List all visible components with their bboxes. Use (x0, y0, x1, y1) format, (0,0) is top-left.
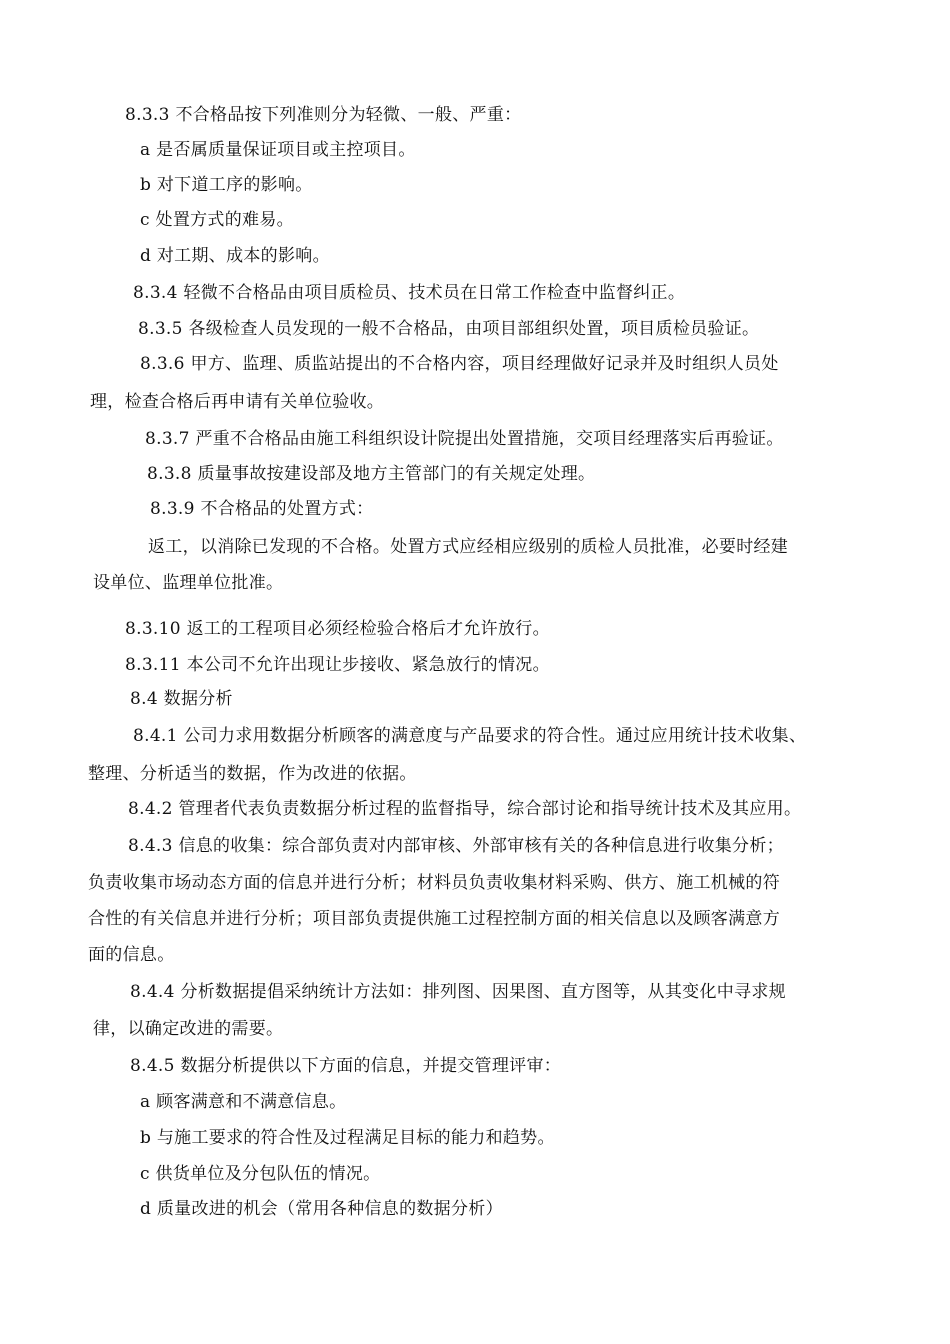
section-heading-8-4: 8.4 数据分析 (130, 689, 233, 709)
clause-8-3-9: 8.3.9 不合格品的处置方式： (150, 499, 374, 519)
clause-8-3-11: 8.3.11 本公司不允许出现让步接收、紧急放行的情况。 (125, 655, 550, 675)
info-item-a: a 顾客满意和不满意信息。 (140, 1092, 347, 1112)
info-item-c: c 供货单位及分包队伍的情况。 (140, 1164, 381, 1184)
clause-8-4-3-cont-2: 合性的有关信息并进行分析；项目部负责提供施工过程控制方面的相关信息以及顾客满意方 (88, 909, 780, 929)
clause-8-3-5: 8.3.5 各级检查人员发现的一般不合格品，由项目部组织处置，项目质检员验证。 (138, 319, 760, 339)
info-item-b: b 与施工要求的符合性及过程满足目标的能力和趋势。 (140, 1128, 555, 1148)
clause-8-4-3-cont-1: 负责收集市场动态方面的信息并进行分析；材料员负责收集材料采购、供方、施工机械的符 (88, 873, 780, 893)
clause-8-4-1-cont: 整理、分析适当的数据，作为改进的依据。 (88, 764, 417, 784)
clause-8-3-3: 8.3.3 不合格品按下列准则分为轻微、一般、严重： (125, 105, 522, 125)
list-item-d: d 对工期、成本的影响。 (140, 246, 330, 266)
rework-paragraph-cont: 设单位、监理单位批准。 (93, 573, 284, 593)
clause-8-4-4-cont: 律，以确定改进的需要。 (93, 1019, 284, 1039)
clause-8-4-2: 8.4.2 管理者代表负责数据分析过程的监督指导，综合部讨论和指导统计技术及其应用。 (128, 799, 802, 819)
list-item-a: a 是否属质量保证项目或主控项目。 (140, 140, 416, 160)
clause-8-4-1: 8.4.1 公司力求用数据分析顾客的满意度与产品要求的符合性。通过应用统计技术收集、 (133, 726, 807, 746)
clause-8-3-10: 8.3.10 返工的工程项目必须经检验合格后才允许放行。 (125, 619, 550, 639)
rework-paragraph: 返工，以消除已发现的不合格。处置方式应经相应级别的质检人员批准，必要时经建 (148, 537, 789, 557)
list-item-b: b 对下道工序的影响。 (140, 175, 313, 195)
info-item-d: d 质量改进的机会（常用各种信息的数据分析） (140, 1199, 503, 1219)
clause-8-4-3-cont-3: 面的信息。 (88, 945, 175, 965)
clause-8-3-8: 8.3.8 质量事故按建设部及地方主管部门的有关规定处理。 (147, 464, 596, 484)
clause-8-4-3: 8.4.3 信息的收集：综合部负责对内部审核、外部审核有关的各种信息进行收集分析； (128, 836, 784, 856)
clause-8-3-6-cont: 理，检查合格后再申请有关单位验收。 (90, 392, 385, 412)
clause-8-3-4: 8.3.4 轻微不合格品由项目质检员、技术员在日常工作检查中监督纠正。 (133, 283, 686, 303)
clause-8-3-6: 8.3.6 甲方、监理、质监站提出的不合格内容，项目经理做好记录并及时组织人员处 (140, 354, 779, 374)
clause-8-4-5: 8.4.5 数据分析提供以下方面的信息，并提交管理评审： (130, 1056, 562, 1076)
clause-8-4-4: 8.4.4 分析数据提倡采纳统计方法如：排列图、因果图、直方图等，从其变化中寻求规 (130, 982, 786, 1002)
clause-8-3-7: 8.3.7 严重不合格品由施工科组织设计院提出处置措施，交项目经理落实后再验证。 (145, 429, 784, 449)
list-item-c: c 处置方式的难易。 (140, 210, 294, 230)
